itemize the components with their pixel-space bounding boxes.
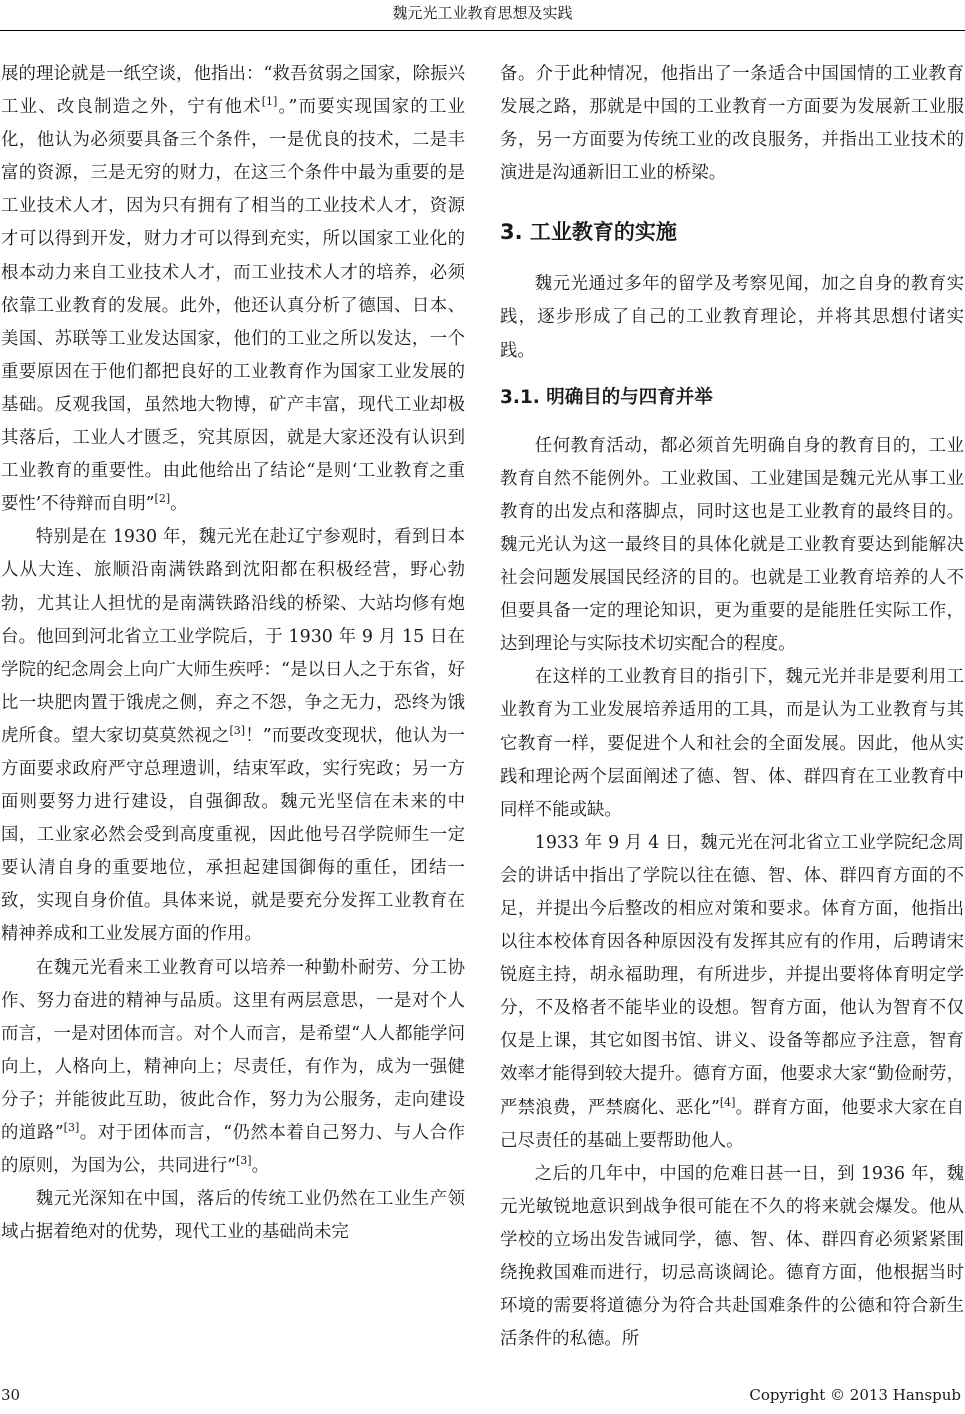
- body-paragraph: [500, 661, 964, 826]
- copyright-notice: Copyright © 2013 Hanspub: [749, 1386, 961, 1404]
- paragraph-text: 。: [251, 1156, 269, 1177]
- paragraph-text: 任何教育活动，都必须首先明确自身的教育目的，工业教育自然不能例外。工业救国、工业建国是魏元光从事工业教育的出发点和落脚点，同时这也是工业教育的最终目的。魏元光认为这一最终目的具体化就是工业教育要达到能解决社会问题发展国民经济的目的。也就是工业教育培养的人不但要具备一定的理论知识，更为重要的是能胜任实际工作，达到理论与实际技术切实配合的程度。: [500, 435, 964, 655]
- body-paragraph: [500, 827, 964, 1158]
- citation-reference: [3]: [229, 723, 246, 737]
- paragraph-text: 特别是在 1930 年，魏元光在赴辽宁参观时，看到日本人从大连、旅顺沿南满铁路到沈阳都在积极经营，野心勃勃，尤其让人担忧的是南满铁路沿线的桥梁、大站均修有炮台。他回到河北省立工业学院后，于 1930 年 9 月 15 日在学院的纪念周会上向广大师生疾呼：“是以日人之于东省，好比一块肥肉置于饿虎之侧，弃之不怨，争之无力，恐终为饿虎所食。望大家切莫莫然视之: [1, 527, 465, 746]
- journal-header-title: 魏元光工业教育思想及实践: [392, 4, 573, 22]
- section-heading: 3. 工业教育的实施: [500, 220, 677, 245]
- subsection-heading: 3.1. 明确目的与四育并举: [500, 386, 713, 408]
- citation-reference: [4]: [719, 1095, 736, 1109]
- left-column: [1, 58, 465, 1249]
- paragraph-text: 魏元光深知在中国，落后的传统工业仍然在工业生产领域占据着绝对的优势，现代工业的基础尚未完: [1, 1189, 465, 1243]
- paragraph-text: 备。介于此种情况，他指出了一条适合中国国情的工业教育发展之路，那就是中国的工业教育一方面要为发展新工业服务，另一方面要为传统工业的改良服务，并指出工业技术的演进是沟通新旧工业的桥梁。: [500, 64, 964, 184]
- paragraph-text: 魏元光通过多年的留学及考察见闻，加之自身的教育实践，逐步形成了自己的工业教育理论，并将其思想付诸实践。: [500, 274, 964, 361]
- paragraph-text: 在魏元光看来工业教育可以培养一种勤朴耐劳、分工协作、努力奋进的精神与品质。这里有两层意思，一是对个人而言，一是对团体而言。对个人而言，是希望“人人都能学问向上，人格向上，精神向上；尽责任，有作为，成为一强健分子；并能彼此互助，彼此合作，努力为公服务，走向建设的道路”: [1, 957, 465, 1143]
- citation-reference: [3]: [235, 1154, 252, 1168]
- header-divider: [0, 30, 965, 31]
- body-paragraph: [1, 1183, 465, 1249]
- body-paragraph: [1, 521, 465, 951]
- paragraph-text: 。对于团体而言，“仍然本着自己努力、与人合作的原则，为国为公，共同进行”: [1, 1123, 465, 1177]
- paragraph-text: 。群育方面，他要求大家在自己尽责任的基础上要帮助他人。: [500, 1097, 964, 1151]
- page-footer: [0, 1384, 965, 1414]
- paragraph-text: 1933 年 9 月 4 日，魏元光在河北省立工业学院纪念周会的讲话中指出了学院以往在德、智、体、群四育方面的不足，并提出今后整改的相应对策和要求。体育方面，他指出以往本校体育因各种原因没有发挥其应有的作用，后聘请宋锐庭主持，胡永福助理，有所进步，并提出要将体育明定学分，不及格者不能毕业的设想。智育方面，他认为智育不仅仅是上课，其它如图书馆、讲义、设备等都应予注意，智育效率才能得到较大提升。德育方面，他要求大家“勤俭耐劳，严禁浪费，严禁腐化、恶化”: [500, 832, 964, 1118]
- body-paragraph: [500, 58, 964, 190]
- paragraph-text: ！”而要改变现状，他认为一方面要求政府严守总理遗训，结束军政，实行宪政；另一方面则要努力进行建设，自强御敌。魏元光坚信在未来的中国，工业家必然会受到高度重视，因此他号召学院师生一定要认清自身的重要地位，承担起建国御侮的重任，团结一致，实现自身价值。具体来说，就是要充分发挥工业教育在精神养成和工业发展方面的作用。: [1, 725, 465, 945]
- paragraph-text: 。: [170, 494, 188, 515]
- body-paragraph: [500, 1158, 964, 1357]
- right-column: [500, 58, 964, 1356]
- page-number: 30: [1, 1386, 21, 1404]
- running-header: [0, 0, 965, 36]
- body-paragraph: [500, 268, 964, 367]
- paragraph-text: 之后的几年中，中国的危难日甚一日，到 1936 年，魏元光敏锐地意识到战争很可能在不久的将来就会爆发。他从学校的立场出发告诫同学，德、智、体、群四育必须紧紧围绕挽救国难而进行，切忌高谈阔论。德育方面，他根据当时环境的需要将道德分为符合共赴国难条件的公德和符合新生活条件的私德。所: [500, 1163, 964, 1350]
- paragraph-text: 。”而要实现国家的工业化，他认为必须要具备三个条件，一是优良的技术，二是丰富的资源，三是无穷的财力，在这三个条件中最为重要的是工业技术人才，因为只有拥有了相当的工业技术人才，资源才可以得到开发，财力才可以得到充实，所以国家工业化的根本动力来自工业技术人才，而工业技术人才的培养，必须依靠工业教育的发展。此外，他还认真分析了德国、日本、美国、苏联等工业发达国家，他们的工业之所以发达，一个重要原因在于他们都把良好的工业教育作为国家工业发展的基础。反观我国，虽然地大物博，矿产丰富，现代工业却极其落后，工业人才匮乏，究其原因，就是大家还没有认识到工业教育的重要性。由此他给出了结论“是则‘工业教育之重要性’不待辩而自明”: [1, 97, 465, 515]
- citation-reference: [3]: [63, 1121, 80, 1134]
- citation-reference: [2]: [154, 492, 171, 506]
- body-paragraph: [1, 58, 465, 521]
- citation-reference: [1]: [261, 95, 278, 109]
- paragraph-text: 在这样的工业教育目的指引下，魏元光并非是要利用工业教育为工业发展培养适用的工具，而是认为工业教育与其它教育一样，要促进个人和社会的全面发展。因此，他从实践和理论两个层面阐述了德、智、体、群四育在工业教育中同样不能或缺。: [500, 667, 964, 820]
- body-paragraph: [500, 430, 964, 662]
- paragraph-text: 展的理论就是一纸空谈，他指出：“救吾贫弱之国家，除振兴工业、改良制造之外，宁有他术: [1, 64, 465, 118]
- body-paragraph: [1, 952, 465, 1184]
